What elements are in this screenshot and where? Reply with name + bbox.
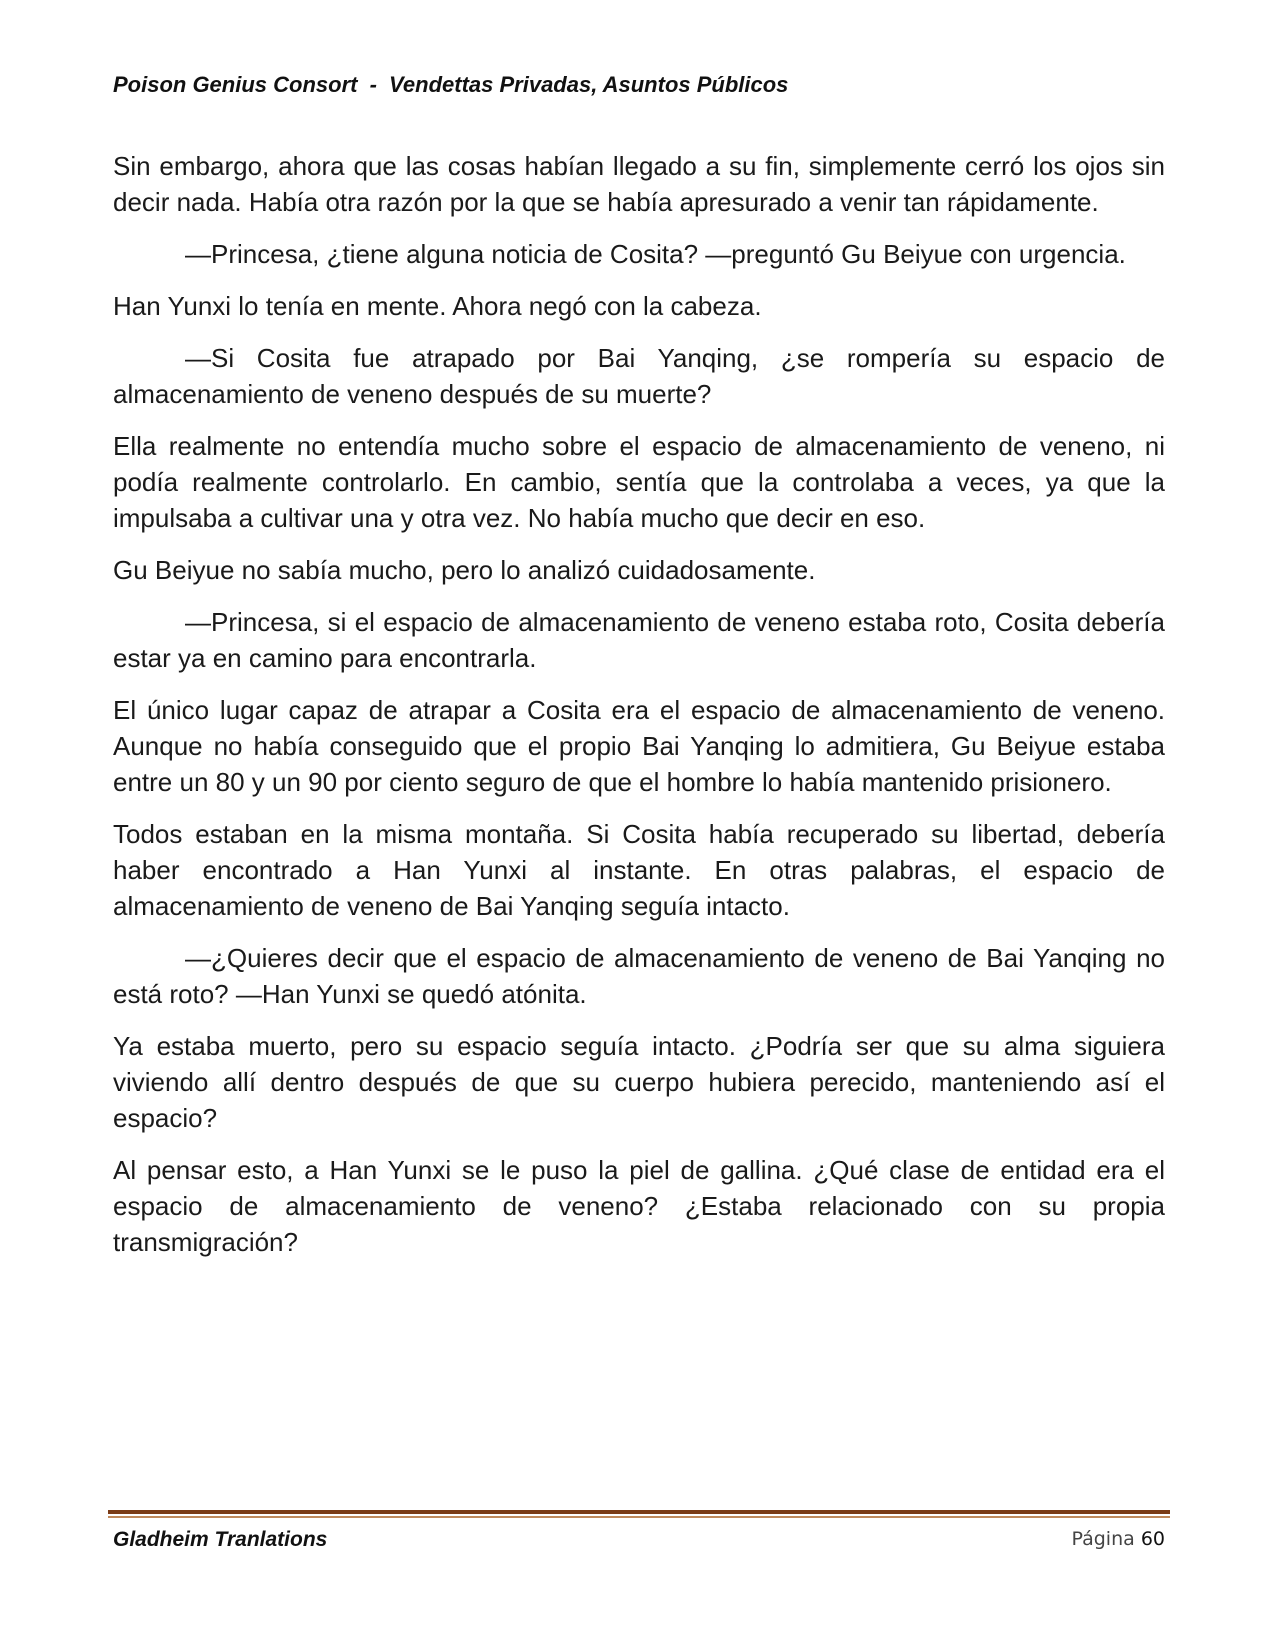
- running-header: [113, 72, 1163, 98]
- paragraph: Han Yunxi lo tenía en mente. Ahora negó con la cabeza.: [113, 291, 762, 321]
- dialog-paragraph: —¿Quieres decir que el espacio de almacenamiento de veneno de Bai Yanqing no está roto? —Han Yunxi se quedó atónita.: [113, 943, 1165, 1009]
- paragraph: Ella realmente no entendía mucho sobre el espacio de almacenamiento de veneno, ni podía realmente controlarlo. En cambio, sentía que la controlaba a veces, ya que la impulsaba a cultivar una y otra vez. No había mucho que decir en eso.: [113, 431, 1165, 533]
- page-label: Página: [1071, 1528, 1135, 1550]
- dialog-paragraph: —Princesa, si el espacio de almacenamiento de veneno estaba roto, Cosita debería estar ya en camino para encontrarla.: [113, 607, 1165, 673]
- page-body: [113, 148, 1165, 1276]
- header-separator: -: [369, 72, 377, 97]
- paragraph: Gu Beiyue no sabía mucho, pero lo analizó cuidadosamente.: [113, 555, 816, 585]
- paragraph: Sin embargo, ahora que las cosas habían llegado a su fin, simplemente cerró los ojos sin decir nada. Había otra razón por la que se había apresurado a venir tan rápidamente.: [113, 151, 1165, 217]
- dialog-paragraph: —Si Cosita fue atrapado por Bai Yanqing, ¿se rompería su espacio de almacenamiento de veneno después de su muerte?: [113, 343, 1165, 409]
- page-number: [1071, 1528, 1165, 1550]
- page-footer: [113, 1528, 1165, 1558]
- dialog-paragraph: —Princesa, ¿tiene alguna noticia de Cosita? —preguntó Gu Beiyue con urgencia.: [185, 239, 1126, 269]
- chapter-title: Vendettas Privadas, Asuntos Públicos: [389, 72, 789, 97]
- paragraph: Ya estaba muerto, pero su espacio seguía intacto. ¿Podría ser que su alma siguiera viviendo allí dentro después de que su cuerpo hubiera perecido, manteniendo así el espacio?: [113, 1031, 1165, 1133]
- footer-divider: [108, 1510, 1170, 1518]
- paragraph: Todos estaban en la misma montaña. Si Cosita había recuperado su libertad, debería haber encontrado a Han Yunxi al instante. En otras palabras, el espacio de almacenamiento de veneno de Bai Yanqing seguía intacto.: [113, 819, 1165, 921]
- paragraph: El único lugar capaz de atrapar a Cosita era el espacio de almacenamiento de veneno. Aunque no había conseguido que el propio Bai Yanqing lo admitiera, Gu Beiyue estaba entre un 80 y un 90 por ciento seguro de que el hombre lo había mantenido prisionero.: [113, 695, 1165, 797]
- paragraph: Al pensar esto, a Han Yunxi se le puso la piel de gallina. ¿Qué clase de entidad era el espacio de almacenamiento de veneno? ¿Estaba relacionado con su propia transmigración?: [113, 1155, 1165, 1257]
- book-title: Poison Genius Consort: [113, 72, 358, 97]
- publisher-name: Gladheim Tranlations: [113, 1528, 328, 1551]
- page-number-value: 60: [1140, 1528, 1165, 1550]
- footer-divider-thin: [108, 1516, 1170, 1518]
